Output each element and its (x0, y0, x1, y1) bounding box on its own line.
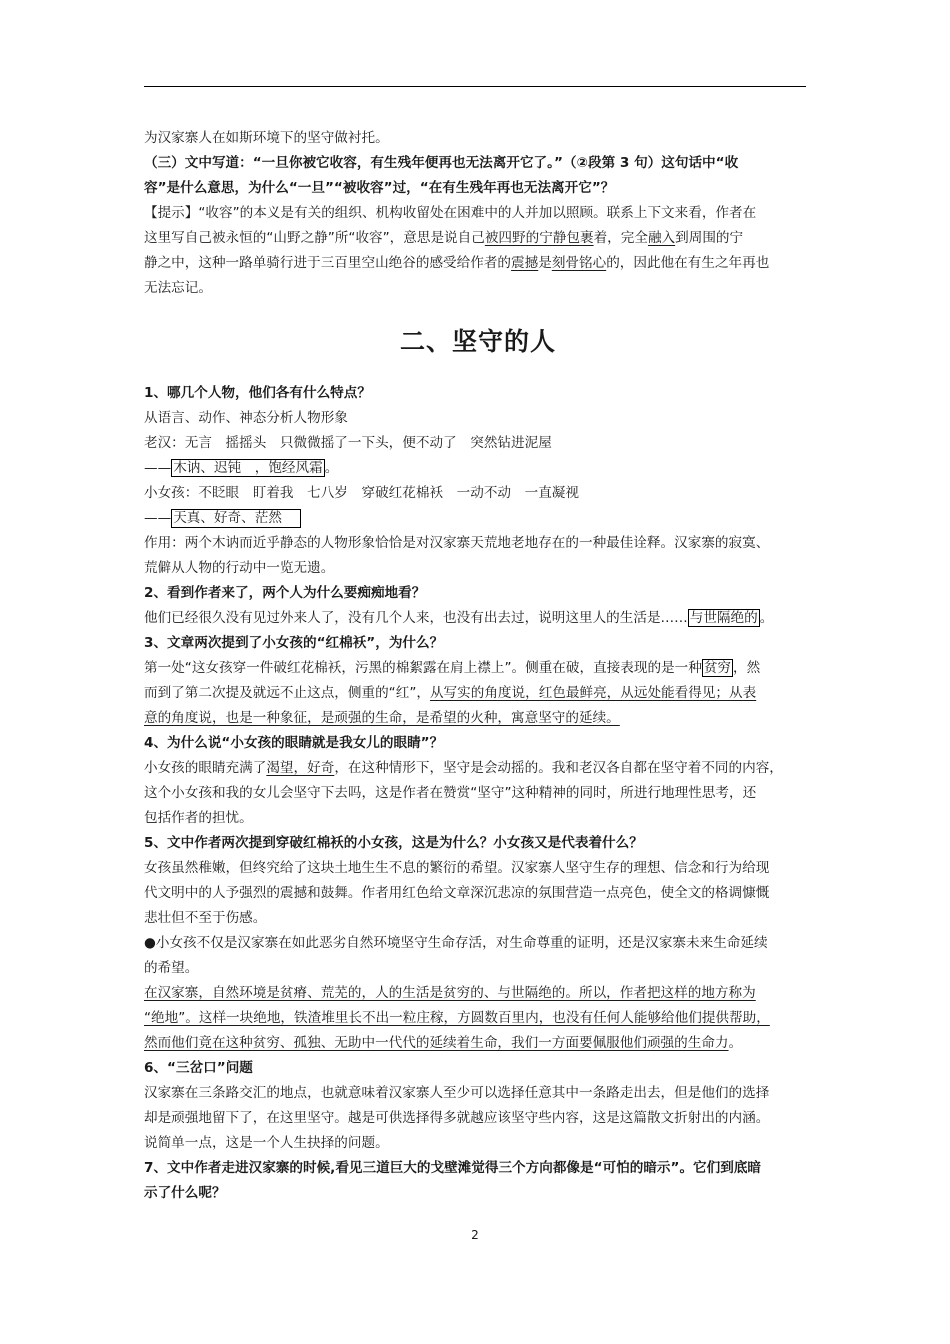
punctuation: 。 (324, 460, 339, 476)
dash: —— (144, 510, 172, 526)
answer-line: 荒僻从人物的行动中一览无遗。 (144, 560, 335, 576)
question-3: 3、文章两次提到了小女孩的“红棉袄”，为什么？ (144, 635, 444, 651)
answer-line (144, 456, 812, 481)
question-6: 6、“三岔口”问题 (144, 1060, 253, 1076)
dash: —— (144, 460, 172, 476)
underlined-phrase: 在汉家寨，自然环境是贫瘠、荒芜的，人的生活是贫穷的、与世隔绝的。所以，作者把这样的地方称为 (144, 985, 756, 1001)
answer-line: 这个小女孩和我的女儿会坚守下去吗，这是作者在赞赏“坚守”这种精神的同时，所进行地理性思考，还 (144, 785, 757, 801)
question-5: 5、文中作者两次提到穿破红棉袄的小女孩，这是为什么？小女孩又是代表着什么？ (144, 835, 643, 851)
answer-line: 老汉：无言 摇摇头 只微微摇了一下头，便不动了 突然钻进泥屋 (144, 435, 552, 451)
answer-line (144, 706, 812, 731)
underlined-phrase: 然而他们竟在这种贫穷、孤独、无助中一代代的延续着生命，我们一方面要佩服他们顽强的生命力 (144, 1035, 729, 1051)
answer-line (144, 1031, 812, 1056)
underlined-phrase: 渴望，好奇 (266, 760, 335, 776)
answer-line: 的希望。 (144, 960, 199, 976)
hint-line-4: 无法忘记。 (144, 280, 212, 296)
text-line: 为汉家寨人在如斯环境下的坚守做衬托。 (144, 130, 389, 146)
answer-line (144, 606, 812, 631)
question-4: 4、为什么说“小女孩的眼睛就是我女儿的眼睛”？ (144, 735, 444, 751)
answer-line (144, 1006, 812, 1031)
punctuation: 。 (728, 1035, 743, 1051)
underlined-phrase: 刻骨铭心 (551, 255, 607, 271)
hint-text: 这里写自己被永恒的“山野之静”所“收容”，意思是说自己 (144, 230, 485, 246)
boxed-answer: 与世隔绝的 (689, 610, 758, 626)
underlined-phrase: 震撼 (511, 255, 539, 271)
question-2: 2、看到作者来了，两个人为什么要痴痴地看？ (144, 585, 426, 601)
underlined-phrase: 从写实的角度说，红色最鲜亮，从远处能看得见；从表 (429, 685, 757, 701)
question-1: 1、哪几个人物，他们各有什么特点？ (144, 385, 371, 401)
answer-text: ，在这种情形下，坚守是会动摇的。我和老汉各自都在坚守着不同的内容， (334, 760, 783, 776)
answer-line: 悲壮但不至于伤感。 (144, 910, 267, 926)
underlined-phrase: 意的角度说，也是一种象征，是顽强的生命，是希望的火种，寓意坚守的延续。 (144, 710, 620, 726)
page-number: 2 (471, 1228, 479, 1242)
answer-line (144, 656, 812, 681)
underlined-phrase: 融入 (647, 230, 676, 246)
hint-line-3 (144, 251, 812, 276)
answer-text: 而到了第二次提及就远不止这点，侧重的“红”， (144, 685, 430, 701)
question-3-line-2: 容”是什么意思，为什么“一旦”“被收容”过，“在有生残年再也无法离开它”？ (144, 180, 615, 196)
question-7-line-2: 示了什么呢？ (144, 1185, 226, 1201)
boxed-answer: 木讷、迟钝 ，饱经风霜 (173, 460, 323, 476)
answer-line: 作用：两个木讷而近乎静态的人物形象恰恰是对汉家寨天荒地老地存在的一种最佳诠释。汉家寨的寂寞、 (144, 535, 770, 551)
boxed-answer: 贫穷 (703, 660, 732, 676)
answer-text: ，然 (733, 660, 761, 676)
answer-line: 女孩虽然稚嫩，但终究给了这块土地生生不息的繁衍的希望。汉家寨人坚守生存的理想、信念和行为给现 (144, 860, 770, 876)
punctuation: 。 (759, 610, 774, 626)
answer-line: 说简单一点，这是一个人生抉择的问题。 (144, 1135, 389, 1151)
answer-text: 他们已经很久没有见过外来人了，没有几个人来，也没有出去过，说明这里人的生活是…… (144, 610, 688, 626)
answer-line: 却是顽强地留下了，在这里坚守。越是可供选择得多就越应该坚守些内容，这是这篇散文折射出的内涵。 (144, 1110, 770, 1126)
hint-line-2 (144, 226, 812, 251)
hint-text: 静之中，这种一路单骑行进于三百里空山绝谷的感受给作者的 (144, 255, 512, 271)
answer-text: 小女孩的眼睛充满了 (144, 760, 267, 776)
header-rule (144, 86, 806, 87)
hint-text: 到周围的宁 (675, 230, 744, 246)
answer-line (144, 756, 812, 781)
underlined-phrase: “绝地”。这样一块绝地，铁渣堆里长不出一粒庄稼，方圆数百里内，也没有任何人能够给他们提供帮助， (144, 1010, 770, 1026)
section-heading: 二、坚守的人 (399, 327, 556, 356)
question-3-line-1: （三）文中写道：“一旦你被它收容，有生残年便再也无法离开它了。”（②段第 3 句）这句话中“收 (144, 155, 739, 171)
answer-line (144, 506, 812, 531)
answer-line: 汉家寨在三条路交汇的地点，也就意味着汉家寨人至少可以选择任意其中一条路走出去，但是他们的选择 (144, 1085, 770, 1101)
hint-line-1: 【提示】“收容”的本义是有关的组织、机构收留处在困难中的人并加以照顾。联系上下文来看，作者在 (144, 205, 757, 221)
answer-line: ●小女孩不仅是汉家寨在如此恶劣自然环境坚守生命存活，对生命尊重的证明，还是汉家寨未来生命延续 (144, 935, 768, 951)
question-7-line-1: 7、文中作者走进汉家寨的时候,看见三道巨大的戈壁滩觉得三个方向都像是“可怕的暗示”。它们到底暗 (144, 1160, 762, 1176)
answer-line: 从语言、动作、神态分析人物形象 (144, 410, 348, 426)
hint-text: 的，因此他在有生之年再也 (606, 255, 770, 271)
boxed-answer: 天真、好奇、茫然 (171, 509, 301, 528)
answer-line (144, 981, 812, 1006)
underlined-phrase: 被四野的宁静包裹 (484, 230, 594, 246)
answer-line (144, 681, 812, 706)
answer-text: 第一处“这女孩穿一件破红花棉袄，污黑的棉絮露在肩上襟上”。侧重在破，直接表现的是一种 (144, 660, 702, 676)
answer-line: 小女孩：不眨眼 盯着我 七八岁 穿破红花棉袄 一动不动 一直凝视 (144, 485, 579, 501)
hint-text: 是 (538, 255, 552, 271)
page-content (144, 126, 812, 1206)
answer-line: 代文明中的人予强烈的震撼和鼓舞。作者用红色给文章深沉悲凉的氛围营造一点亮色，使全文的格调慷慨 (144, 885, 770, 901)
answer-line: 包括作者的担忧。 (144, 810, 253, 826)
hint-text: 着，完全 (593, 230, 648, 246)
